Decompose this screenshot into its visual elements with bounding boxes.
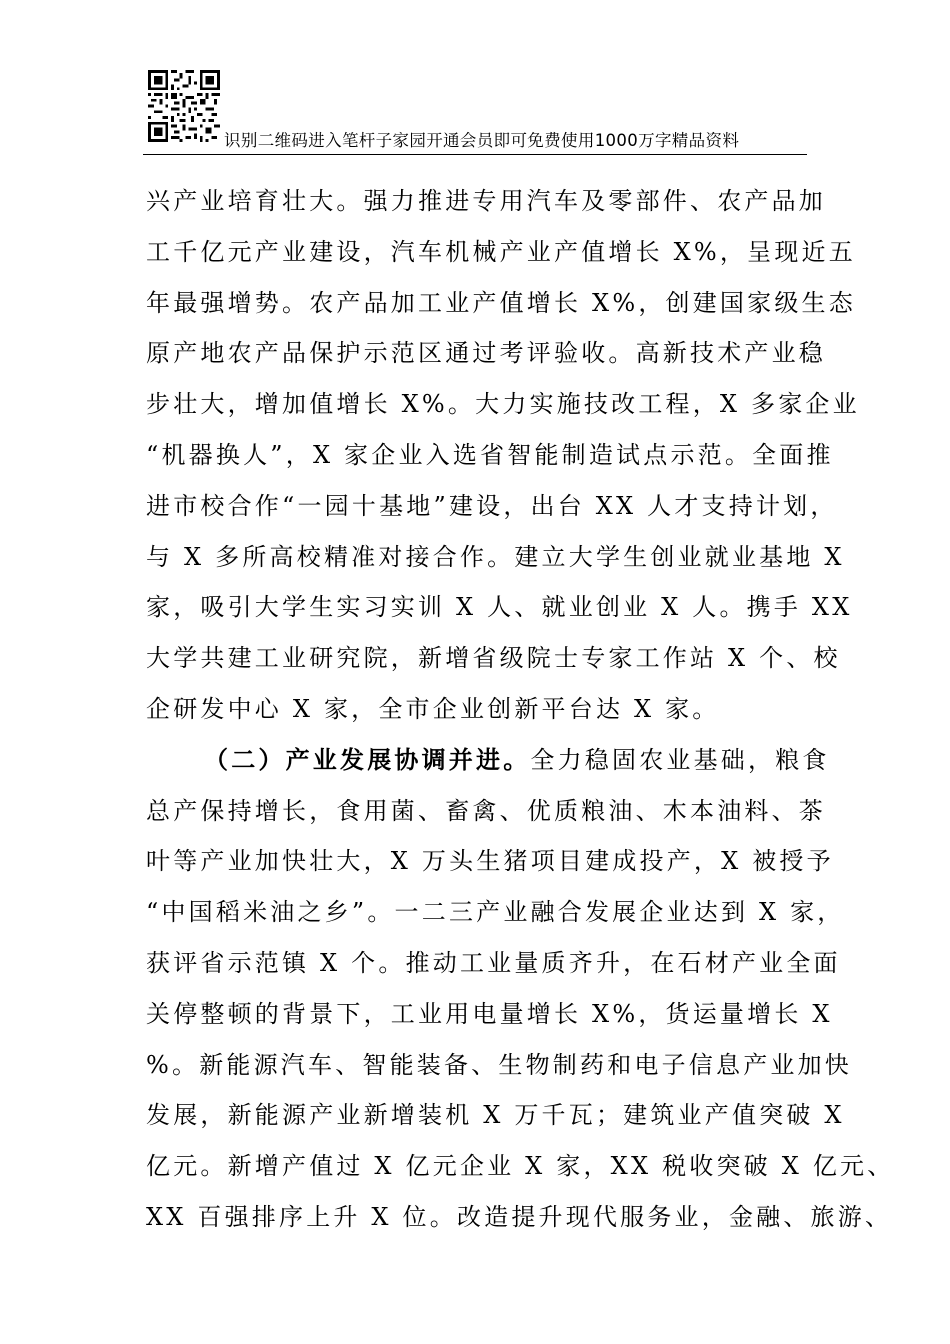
paragraph-line: 关停整顿的背景下，工业用电量增长 X%，货运量增长 X xyxy=(146,999,833,1028)
section-first-line xyxy=(146,735,830,786)
paragraph-line: 总产保持增长，食用菌、畜禽、优质粮油、木本油料、茶 xyxy=(146,796,826,825)
paragraph-line: 进市校合作“一园十基地”建设，出台 XX 人才支持计划， xyxy=(146,491,838,520)
section-first-text: 全力稳固农业基础，粮食 xyxy=(530,745,830,774)
header-text: 识别二维码进入笔杆子家园开通会员即可免费使用1000万字精品资料 xyxy=(224,131,740,150)
paragraph-line: 企研发中心 X 家，全市企业创新平台达 X 家。 xyxy=(146,694,720,723)
qr-code xyxy=(148,70,220,142)
paragraph-line: 原产地农产品保护示范区通过考评验收。高新技术产业稳 xyxy=(146,339,826,368)
paragraph-line: 工千亿元产业建设，汽车机械产业产值增长 X%，呈现近五 xyxy=(146,237,856,266)
document-body xyxy=(146,176,895,1243)
paragraph-line: 获评省示范镇 X 个。推动工业量质齐升，在石材产业全面 xyxy=(146,948,841,977)
paragraph-line: “机器换人”，X 家企业入选省智能制造试点示范。全面推 xyxy=(146,440,834,469)
paragraph-line: 发展，新能源产业新增装机 X 万千瓦；建筑业产值突破 X xyxy=(146,1101,845,1130)
header-divider xyxy=(143,154,807,155)
paragraph-line: 叶等产业加快壮大，X 万头生猪项目建成投产，X 被授予 xyxy=(146,847,834,876)
paragraph-line: 大学共建工业研究院，新增省级院士专家工作站 X 个、校 xyxy=(146,644,841,673)
paragraph-line: 步壮大，增加值增长 X%。大力实施技改工程，X 多家企业 xyxy=(146,390,860,419)
paragraph-line: 家，吸引大学生实习实训 X 人、就业创业 X 人。携手 XX xyxy=(146,593,853,622)
paragraph-line: 年最强增势。农产品加工业产值增长 X%，创建国家级生态 xyxy=(146,288,856,317)
paragraph-line: “中国稻米油之乡”。一二三产业融合发展企业达到 X 家， xyxy=(146,898,845,927)
section-heading: （二）产业发展协调并进。 xyxy=(204,744,531,774)
paragraph-line: XX 百强排序上升 X 位。改造提升现代服务业，金融、旅游、 xyxy=(146,1202,893,1231)
paragraph-line: 与 X 多所高校精准对接合作。建立大学生创业就业基地 X xyxy=(146,542,845,571)
paragraph-line: 亿元。新增产值过 X 亿元企业 X 家，XX 税收突破 X 亿元、 xyxy=(146,1152,895,1181)
paragraph-line: 兴产业培育壮大。强力推进专用汽车及零部件、农产品加 xyxy=(146,187,826,215)
paragraph-line: %。新能源汽车、智能装备、生物制药和电子信息产业加快 xyxy=(146,1050,853,1079)
